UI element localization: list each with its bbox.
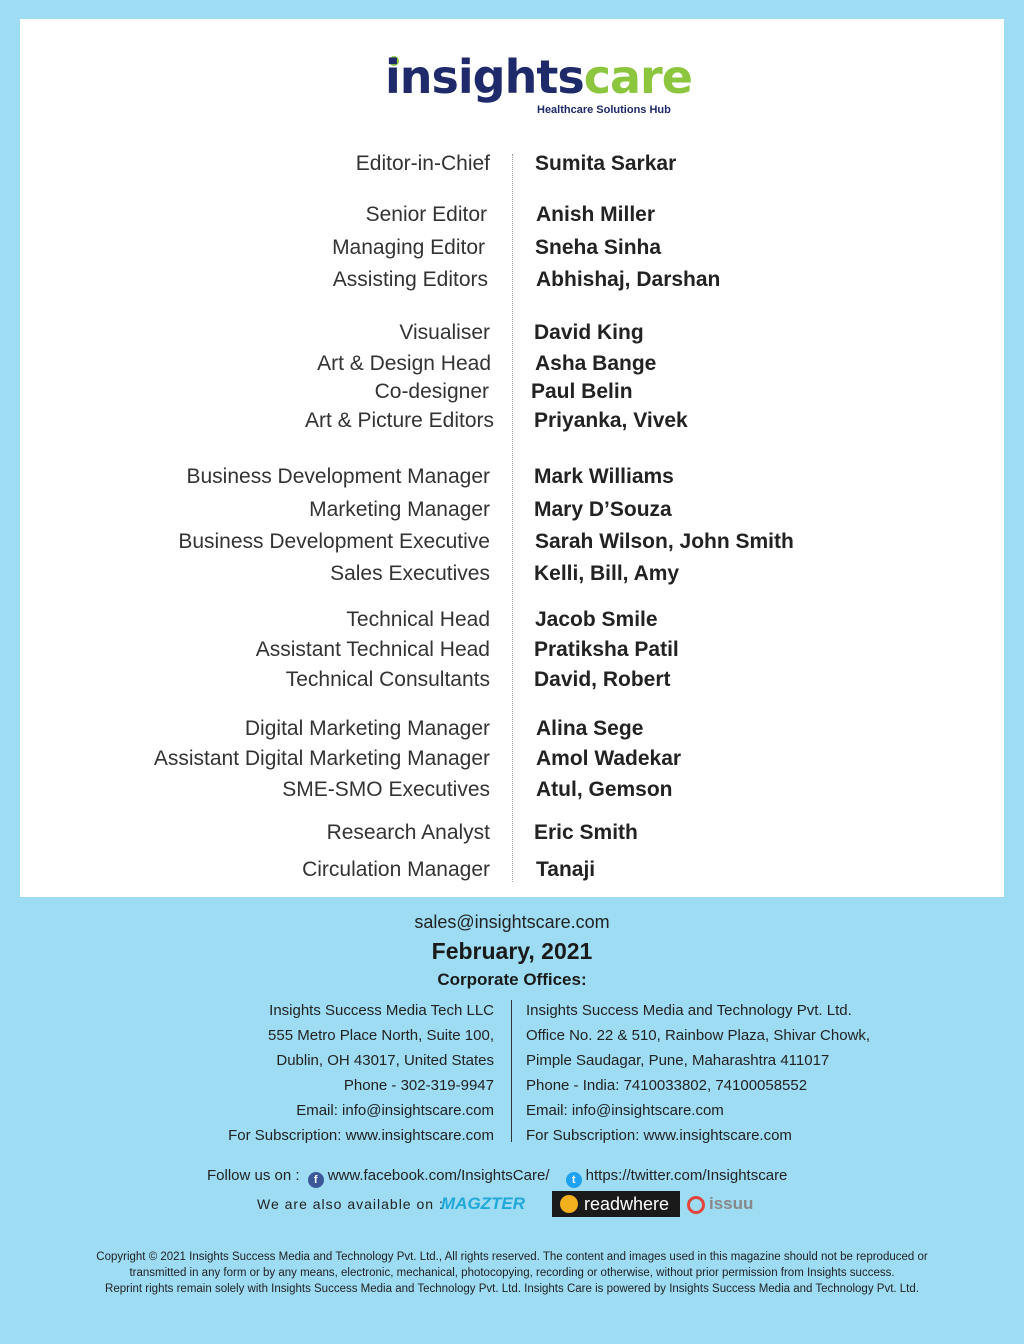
role-label: Art & Design Head bbox=[317, 352, 491, 375]
staff-names: Asha Bange bbox=[535, 352, 657, 375]
role-label: Managing Editor bbox=[332, 236, 485, 259]
issuu-badge[interactable]: issuu bbox=[687, 1191, 771, 1217]
logo-wordmark: insightscare bbox=[385, 50, 692, 104]
staff-names: Paul Belin bbox=[531, 380, 633, 403]
staff-names: David, Robert bbox=[534, 668, 671, 691]
role-label: Circulation Manager bbox=[302, 858, 490, 881]
masthead-row bbox=[20, 152, 1004, 180]
staff-names: Anish Miller bbox=[536, 203, 656, 226]
owl-icon bbox=[560, 1195, 578, 1213]
facebook-icon: f bbox=[308, 1172, 324, 1188]
india-office-subscription-link[interactable]: For Subscription: www.insightscare.com bbox=[526, 1127, 792, 1144]
staff-names: Eric Smith bbox=[534, 821, 638, 844]
masthead-row bbox=[20, 409, 1004, 437]
corporate-offices-heading: Corporate Offices: bbox=[437, 970, 587, 989]
staff-names: Sarah Wilson, John Smith bbox=[535, 530, 794, 553]
staff-names: Sneha Sinha bbox=[535, 236, 662, 259]
role-label: Art & Picture Editors bbox=[304, 409, 494, 432]
staff-names: Priyanka, Vivek bbox=[534, 409, 688, 432]
staff-names: Jacob Smile bbox=[535, 608, 658, 631]
role-label: Co-designer bbox=[374, 380, 489, 403]
twitter-icon: t bbox=[566, 1172, 582, 1188]
issuu-icon bbox=[687, 1196, 705, 1214]
india-office-email[interactable]: Email: info@insightscare.com bbox=[526, 1102, 724, 1119]
available-on-label: We are also available on : bbox=[257, 1196, 444, 1212]
masthead-row bbox=[20, 858, 1004, 886]
staff-names: Tanaji bbox=[536, 858, 596, 881]
role-label: Technical Consultants bbox=[285, 668, 490, 691]
staff-names: Mark Williams bbox=[534, 465, 674, 488]
role-label: Research Analyst bbox=[326, 821, 490, 844]
us-office-subscription-link[interactable]: For Subscription: www.insightscare.com bbox=[228, 1127, 494, 1144]
address-divider bbox=[511, 1000, 512, 1142]
copyright-notice: Copyright © 2021 Insights Success Media and Technology Pvt. Ltd., All rights reserved. The content and images used in this magazine should not be reproduced or transmitted in any form or by any means, electronic, mechanical, photocopying, recording or otherwise, without prior permission from Insights success. Reprint rights remain solely with Insights Success Media and Technology Pvt. Ltd. Insights Care is powered by Insights Success Media and Technology Pvt. Ltd. bbox=[96, 1251, 928, 1295]
staff-names: Abhishaj, Darshan bbox=[536, 268, 721, 291]
masthead-row bbox=[20, 562, 1004, 590]
masthead-row bbox=[20, 498, 1004, 526]
us-office-email[interactable]: Email: info@insightscare.com bbox=[296, 1102, 494, 1119]
insightscare-logo bbox=[385, 49, 692, 119]
masthead-row bbox=[20, 638, 1004, 666]
logo-tagline: Healthcare Solutions Hub bbox=[537, 104, 671, 116]
role-label: Digital Marketing Manager bbox=[244, 717, 490, 740]
role-label: Marketing Manager bbox=[309, 498, 490, 521]
magzter-badge[interactable]: MAGZTER bbox=[441, 1194, 526, 1213]
role-label: Visualiser bbox=[399, 321, 490, 344]
staff-names: Amol Wadekar bbox=[536, 747, 682, 770]
masthead-row bbox=[20, 380, 1004, 408]
sales-email[interactable]: sales@insightscare.com bbox=[414, 912, 610, 932]
staff-names: Alina Sege bbox=[536, 717, 644, 740]
staff-names: Pratiksha Patil bbox=[534, 638, 679, 661]
masthead-row bbox=[20, 530, 1004, 558]
staff-names: Mary D’Souza bbox=[534, 498, 672, 521]
readwhere-badge[interactable]: readwhere bbox=[552, 1191, 680, 1217]
facebook-link[interactable]: www.facebook.com/InsightsCare/ bbox=[327, 1167, 550, 1184]
masthead-row bbox=[20, 203, 1004, 231]
role-label: SME-SMO Executives bbox=[282, 778, 490, 801]
staff-names: Atul, Gemson bbox=[536, 778, 673, 801]
masthead-row bbox=[20, 778, 1004, 806]
masthead-row bbox=[20, 821, 1004, 849]
role-label: Business Development Executive bbox=[178, 530, 490, 553]
staff-names: David King bbox=[534, 321, 644, 344]
masthead-row bbox=[20, 321, 1004, 349]
role-label: Assistant Digital Marketing Manager bbox=[153, 747, 490, 770]
role-label: Sales Executives bbox=[330, 562, 490, 585]
masthead-row bbox=[20, 236, 1004, 264]
role-label: Technical Head bbox=[346, 608, 490, 631]
masthead-card bbox=[20, 19, 1004, 897]
masthead-row bbox=[20, 668, 1004, 696]
role-label: Assistant Technical Head bbox=[255, 638, 490, 661]
masthead-row bbox=[20, 717, 1004, 745]
masthead-row bbox=[20, 268, 1004, 296]
staff-names: Kelli, Bill, Amy bbox=[534, 562, 680, 585]
masthead-row bbox=[20, 352, 1004, 380]
issue-date: February, 2021 bbox=[431, 938, 593, 964]
twitter-link[interactable]: https://twitter.com/Insightscare bbox=[585, 1167, 788, 1184]
masthead-row bbox=[20, 465, 1004, 493]
staff-names: Sumita Sarkar bbox=[535, 152, 677, 175]
role-label: Editor-in-Chief bbox=[355, 152, 490, 175]
masthead-row bbox=[20, 608, 1004, 636]
social-links: Follow us on : f www.facebook.com/InsightsCare/ t https://twitter.com/Insightscare bbox=[207, 1167, 788, 1186]
us-office-address: Insights Success Media Tech LLC 555 Metro Place North, Suite 100, Dublin, OH 43017, United States Phone - 302-319-9947 Email: info@insightscare.com For Subscription: www.insightscare.com bbox=[228, 998, 494, 1148]
india-office-address: Insights Success Media and Technology Pvt. Ltd. Office No. 22 & 510, Rainbow Plaza, Shivar Chowk, Pimple Saudagar, Pune, Maharashtra 411017 Phone - India: 7410033802, 74100058552 Email: info@insightscare.com For Subscription: www.insightscare.com bbox=[526, 998, 870, 1148]
role-label: Assisting Editors bbox=[332, 268, 488, 291]
masthead-row bbox=[20, 747, 1004, 775]
role-label: Senior Editor bbox=[365, 203, 487, 226]
role-label: Business Development Manager bbox=[186, 465, 490, 488]
